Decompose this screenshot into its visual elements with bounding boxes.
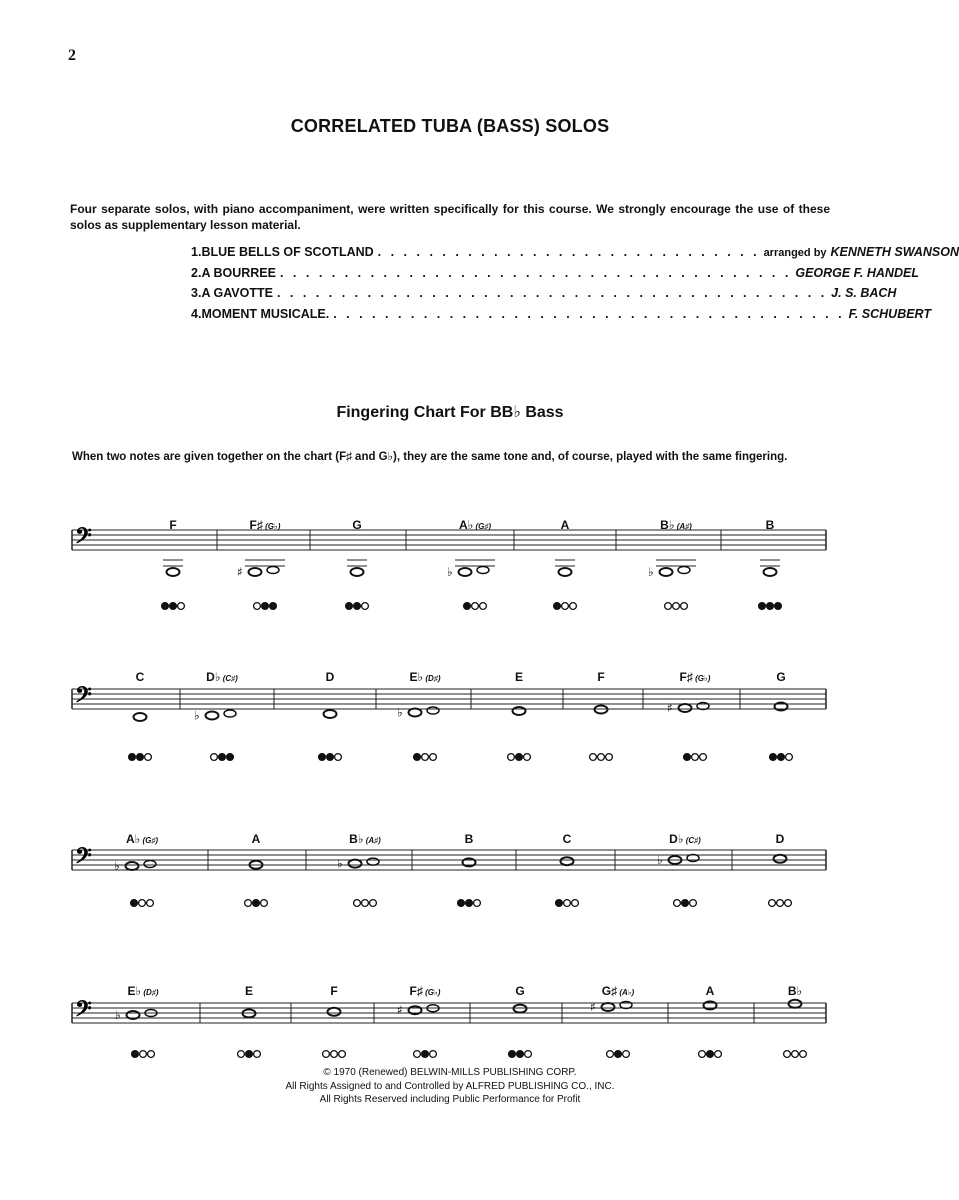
note-name: A♭ [125, 832, 141, 846]
accidental-icon: ♭ [194, 708, 200, 723]
note-name: A [560, 518, 570, 532]
valve-dot [474, 900, 481, 907]
copyright-notice [0, 1066, 900, 1107]
valve-dot [554, 603, 561, 610]
note-enharmonic: (A♯) [363, 836, 381, 845]
note-head [789, 1000, 802, 1008]
note-enharmonic: (G♯) [140, 836, 159, 845]
valve-dot [524, 754, 531, 761]
accidental-icon: ♯ [237, 565, 243, 579]
note-label [706, 984, 715, 998]
valve-dot [775, 603, 782, 610]
note-label [136, 670, 145, 684]
note-label [169, 518, 176, 532]
note-enharmonic: (G♯) [473, 522, 492, 531]
enharmonic-note-head [678, 567, 690, 574]
note-head [167, 568, 180, 576]
note-label [602, 984, 634, 998]
valve-dot [700, 754, 707, 761]
valve-dot [562, 603, 569, 610]
valve-dot [335, 754, 342, 761]
valve-dot [786, 754, 793, 761]
enharmonic-note-head [477, 567, 489, 574]
valve-dot [147, 900, 154, 907]
note-name: F♯ [409, 984, 423, 998]
note-name: D [325, 670, 335, 684]
note-label [776, 670, 785, 684]
note-head [328, 1008, 341, 1016]
note-head [134, 713, 147, 721]
valve-dot [464, 603, 471, 610]
note-name: F [597, 670, 605, 684]
valve-dot [370, 900, 377, 907]
valve-dot [598, 754, 605, 761]
accidental-icon: ♯ [590, 1000, 596, 1014]
note-enharmonic: (G♭) [422, 988, 441, 997]
valve-dot [354, 900, 361, 907]
enharmonic-note-head [144, 861, 156, 868]
bass-clef-icon: 𝄢 [75, 997, 92, 1027]
note-label [515, 984, 524, 998]
note-name: G [352, 518, 362, 532]
note-head [602, 1003, 615, 1011]
note-label [330, 984, 337, 998]
note-head [349, 860, 362, 868]
note-name: E♭ [127, 984, 142, 998]
accidental-icon: ♭ [657, 853, 663, 867]
valve-dot [430, 754, 437, 761]
valve-dot [253, 900, 260, 907]
valve-dot [331, 1051, 338, 1058]
note-name: B♭ [787, 984, 803, 998]
valve-dot [564, 900, 571, 907]
valve-dot [777, 900, 784, 907]
note-head [459, 568, 472, 576]
valve-dot [245, 900, 252, 907]
valve-dot [139, 900, 146, 907]
bass-clef-icon: 𝄢 [75, 524, 92, 554]
copyright-line: © 1970 (Renewed) BELWIN-MILLS PUBLISHING CORP. [323, 1067, 577, 1078]
valve-dot [254, 603, 261, 610]
accidental-icon: ♯ [397, 1003, 403, 1018]
valve-dot [254, 1051, 261, 1058]
note-head [764, 568, 777, 576]
note-label [766, 518, 775, 532]
valve-dot [715, 1051, 722, 1058]
note-name: B [464, 832, 474, 846]
solo-number: 1. [191, 245, 202, 259]
valve-dot [690, 900, 697, 907]
valve-dot [590, 754, 597, 761]
note-name: F [330, 984, 338, 998]
note-head [249, 568, 262, 576]
valve-dot [162, 603, 169, 610]
valve-dot [480, 603, 487, 610]
valve-dot [414, 1051, 421, 1058]
valve-dot [458, 900, 465, 907]
solo-title: BLUE BELLS OF SCOTLAND [201, 245, 374, 259]
valve-dot [339, 1051, 346, 1058]
note-name: E♭ [409, 670, 424, 684]
note-name: B♭ [660, 518, 675, 532]
bass-clef-icon: 𝄢 [75, 844, 92, 874]
solo-title: MOMENT MUSICALE. [201, 306, 330, 321]
valve-dot [362, 603, 369, 610]
valve-dot [509, 1051, 516, 1058]
note-label [326, 670, 335, 684]
valve-dot [674, 900, 681, 907]
solo-number: 3. [191, 286, 202, 300]
valve-dot [681, 603, 688, 610]
list-item: 1. BLUE BELLS OF SCOTLAND . . . . . . . . . . . . . . . . . . . . . . . . . . . . . . arranged by KENNETH SWANSON [191, 245, 959, 259]
valve-dot [140, 1051, 147, 1058]
valve-dot [137, 754, 144, 761]
note-head [679, 704, 692, 712]
fingering-intro: When two notes are given together on the chart (F♯ and G♭), they are the same tone and, of course, played with the same fingering. [72, 451, 788, 463]
accidental-icon: ♭ [397, 705, 403, 720]
note-label [776, 832, 785, 846]
note-name: B [765, 518, 775, 532]
valve-dot [132, 1051, 139, 1058]
valve-dot [145, 754, 152, 761]
valve-dot [792, 1051, 799, 1058]
valve-dot [508, 754, 515, 761]
note-enharmonic: (A♯) [674, 522, 692, 531]
copyright-line: All Rights Reserved including Public Performance for Profit [319, 1094, 581, 1105]
intro-paragraph: Four separate solos, with piano accompaniment, were written specifically for this course. We strongly encourage the use of these solos as supplementary lesson material. [70, 202, 830, 232]
note-head [324, 710, 337, 718]
note-enharmonic: (D♯) [423, 674, 441, 683]
note-enharmonic: (G♭) [692, 674, 711, 683]
valve-dot [572, 900, 579, 907]
accidental-icon: ♭ [337, 856, 343, 871]
note-label [252, 832, 261, 846]
note-name: A [251, 832, 261, 846]
valve-dot [607, 1051, 614, 1058]
page-title: CORRELATED TUBA (BASS) SOLOS [290, 116, 610, 136]
note-name: A [705, 984, 715, 998]
enharmonic-note-head [224, 710, 236, 717]
note-name: D [775, 832, 785, 846]
note-enharmonic: (C♯) [220, 674, 238, 683]
note-head [513, 707, 526, 715]
valve-dot [516, 754, 523, 761]
valve-dot [261, 900, 268, 907]
note-name: E [244, 984, 254, 998]
valve-dot [422, 1051, 429, 1058]
note-name: G [515, 984, 525, 998]
note-name: E [514, 670, 524, 684]
note-label [410, 984, 441, 998]
valve-dot [517, 1051, 524, 1058]
valve-dot [684, 754, 691, 761]
valve-dot [800, 1051, 807, 1058]
valve-dot [472, 603, 479, 610]
valve-dot [262, 603, 269, 610]
note-label [561, 518, 570, 532]
valve-dot [615, 1051, 622, 1058]
accidental-icon: ♭ [115, 1008, 121, 1022]
valve-dot [769, 900, 776, 907]
valve-dot [556, 900, 563, 907]
note-name: D♭ [669, 832, 684, 846]
valve-dot [422, 754, 429, 761]
accidental-icon: ♭ [648, 565, 654, 579]
note-label [515, 670, 523, 684]
note-name: C [562, 832, 572, 846]
valve-dot [759, 603, 766, 610]
note-enharmonic: (D♯) [141, 988, 159, 997]
note-head [774, 855, 787, 863]
enharmonic-note-head [427, 707, 439, 714]
page-number: 2 [68, 47, 76, 64]
note-name: C [135, 670, 145, 684]
fingering-chart-title: Fingering Chart For BB♭ Bass [336, 404, 564, 421]
valve-dot [414, 754, 421, 761]
valve-dot [778, 754, 785, 761]
valve-dot [246, 1051, 253, 1058]
solo-arranged-label: arranged by [763, 247, 827, 259]
solo-title: A GAVOTTE [201, 286, 273, 300]
valve-dot [623, 1051, 630, 1058]
note-label [250, 518, 281, 532]
valve-dot [148, 1051, 155, 1058]
valve-dot [227, 754, 234, 761]
valve-dot [466, 900, 473, 907]
valve-dot [784, 1051, 791, 1058]
note-label [245, 984, 253, 998]
note-label [465, 832, 474, 846]
solo-composer: KENNETH SWANSON [830, 245, 959, 259]
valve-dot [570, 603, 577, 610]
note-label [128, 984, 159, 998]
note-enharmonic: (G♭) [262, 522, 281, 531]
valve-dot [354, 603, 361, 610]
note-label [597, 670, 604, 684]
note-head [206, 712, 219, 720]
note-name: B♭ [349, 832, 364, 846]
valve-dot [692, 754, 699, 761]
note-head [561, 857, 574, 865]
note-label [349, 832, 381, 846]
note-name: F♯ [679, 670, 693, 684]
valve-dot [707, 1051, 714, 1058]
valve-dot [323, 1051, 330, 1058]
note-name: F♯ [249, 518, 263, 532]
note-label [660, 518, 692, 532]
note-name: F [169, 518, 177, 532]
note-name: D♭ [206, 670, 221, 684]
solo-number: 2. [191, 265, 202, 280]
note-label [680, 670, 711, 684]
note-label [352, 518, 361, 532]
note-name: G [776, 670, 786, 684]
note-head [559, 568, 572, 576]
valve-dot [346, 603, 353, 610]
valve-dot [430, 1051, 437, 1058]
note-name: G♯ [601, 984, 618, 998]
valve-dot [211, 754, 218, 761]
solo-composer: GEORGE F. HANDEL [795, 265, 919, 280]
solo-number: 4. [191, 306, 202, 321]
note-label [788, 984, 802, 998]
solo-composer: F. SCHUBERT [848, 306, 931, 321]
note-label [669, 832, 701, 846]
note-head [409, 709, 422, 717]
note-enharmonic: (A♭) [617, 988, 635, 997]
valve-dot [682, 900, 689, 907]
copyright-line: All Rights Assigned to and Controlled by ALFRED PUBLISHING CO., INC. [285, 1080, 615, 1092]
note-head [514, 1005, 527, 1013]
note-head [351, 568, 364, 576]
valve-dot [319, 754, 326, 761]
valve-dot [665, 603, 672, 610]
accidental-icon: ♭ [447, 565, 453, 579]
list-item: 4. MOMENT MUSICALE. . . . . . . . . . . . . . . . . . . . . . . . . . . . . . . . . . . . . . . . . F. SCHUBERT [191, 306, 931, 321]
list-item: 2. A BOURREE . . . . . . . . . . . . . . . . . . . . . . . . . . . . . . . . . . . . . . . . GEORGE F. HANDEL [191, 265, 919, 280]
valve-dot [238, 1051, 245, 1058]
valve-dot [767, 603, 774, 610]
valve-dot [606, 754, 613, 761]
note-label [459, 518, 491, 532]
enharmonic-note-head [267, 567, 279, 574]
note-head [660, 568, 673, 576]
note-enharmonic: (C♯) [683, 836, 701, 845]
valve-dot [170, 603, 177, 610]
note-label [126, 832, 158, 846]
valve-dot [219, 754, 226, 761]
solo-title: A BOURREE [201, 265, 276, 280]
bass-clef-icon: 𝄢 [75, 683, 92, 713]
enharmonic-note-head [367, 858, 379, 865]
valve-dot [129, 754, 136, 761]
valve-dot [362, 900, 369, 907]
note-label [206, 670, 238, 684]
note-head [126, 862, 139, 870]
valve-dot [785, 900, 792, 907]
note-label [410, 670, 441, 684]
valve-dot [770, 754, 777, 761]
valve-dot [525, 1051, 532, 1058]
accidental-icon: ♭ [114, 859, 120, 873]
note-label [563, 832, 572, 846]
valve-dot [327, 754, 334, 761]
note-name: A♭ [458, 518, 474, 532]
accidental-icon: ♯ [667, 701, 673, 715]
valve-dot [270, 603, 277, 610]
solo-composer: J. S. BACH [831, 286, 897, 300]
valve-dot [131, 900, 138, 907]
valve-dot [699, 1051, 706, 1058]
list-item: 3. A GAVOTTE . . . . . . . . . . . . . . . . . . . . . . . . . . . . . . . . . . . . . . . . . . . J. S. BACH [191, 286, 897, 300]
valve-dot [673, 603, 680, 610]
valve-dot [178, 603, 185, 610]
